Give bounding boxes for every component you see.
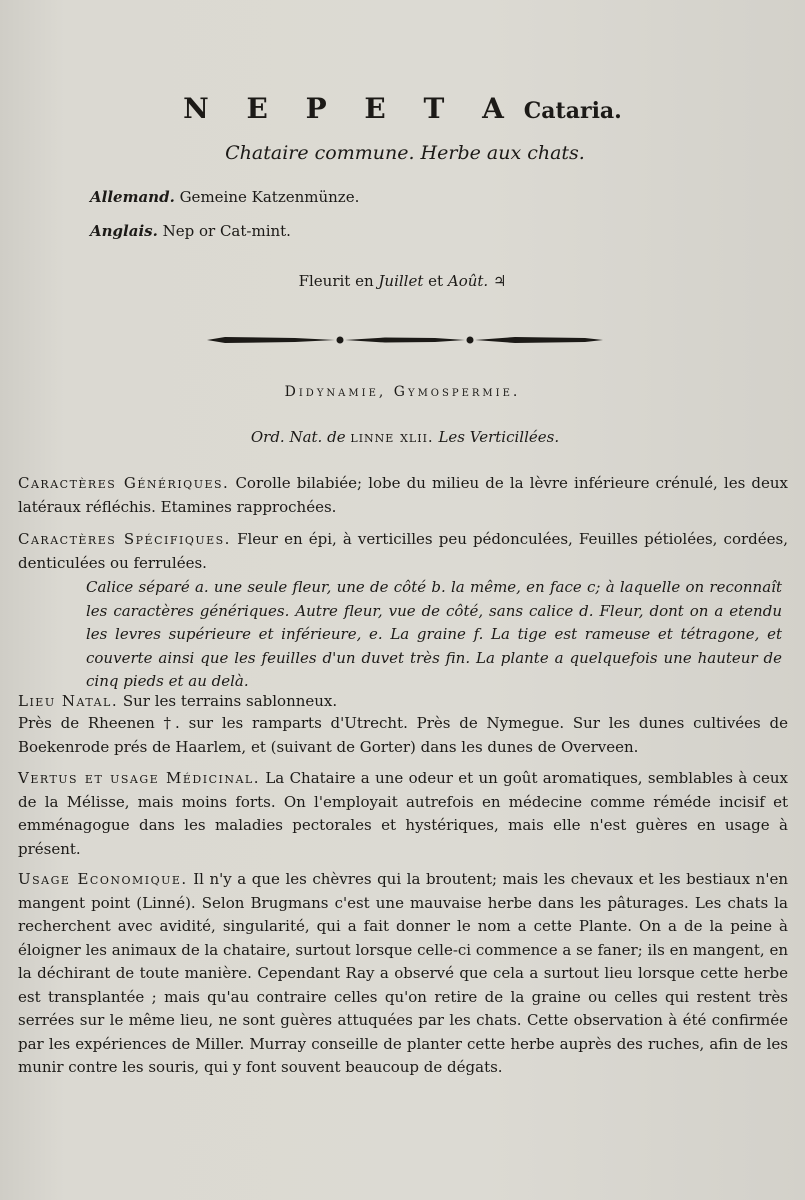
- page-title: [0, 92, 805, 125]
- vernacular-name-german: [90, 188, 359, 206]
- vernacular-name: Nep or Cat-mint.: [162, 222, 291, 240]
- section-heading: Caractères Génériques.: [18, 474, 230, 492]
- section-text: Sur les terrains sablonneux.: [122, 692, 338, 710]
- species-name: Cataria.: [523, 98, 622, 124]
- language-label: Allemand.: [90, 188, 175, 206]
- language-label: Anglais.: [90, 222, 158, 240]
- genus-name: N E P E T A: [183, 92, 518, 125]
- linnaean-class: Didynamie, Gymospermie.: [284, 384, 521, 400]
- vernacular-name: Gemeine Katzenmünze.: [179, 188, 360, 206]
- specific-characters: [18, 528, 788, 575]
- perennial-symbol: ♃: [492, 272, 507, 290]
- vernacular-name-english: [90, 222, 291, 240]
- native-habitat: [18, 690, 788, 714]
- section-text: La Chataire a une odeur et un goût aromatiques, semblables à ceux de la Mélisse, mais moins forts. On l'employait autrefois en médecine comme réméde incisif et emménagogue dans les maladies pectorales et hystériques, mais elle n'est guères en usage à présent.: [18, 769, 788, 858]
- section-heading: Lieu Natal.: [18, 692, 119, 710]
- natural-order: Ord. Nat. de linne xlii. Les Verticillées.: [250, 428, 560, 446]
- page-subtitle: Chataire commune. Herbe aux chats.: [225, 142, 585, 164]
- generic-characters: [18, 472, 788, 519]
- section-text: Il n'y a que les chèvres qui la broutent; mais les chevaux et les bestiaux n'en mangent point (Linné). Selon Brugmans c'est une mauvaise herbe dans les pâturages. Les chats la recherchent avec avidité, singularité, qui a fait donner le nom a cette Plante. On a de la peine à éloigner les animaux de la chataire, surtout lorsque celle-ci commence a se faner; ils en mangent, en la déchirant de toute manière. Cependant Ray a observé que cela a surtout lieu lorsque cette herbe est transplantée ; mais qu'au contraire celles qu'on retire de la graine ou celles qui restent très serrées sur le même lieu, ne sont guères attuquées par les chats. Cette observation à été confirmée par les expériences de Miller. Murray conseille de planter cette herbe auprès des ruches, afin de les munir contre les souris, qui y font souvent beaucoup de dégats.: [18, 870, 788, 1076]
- section-heading: Usage Economique.: [18, 870, 188, 888]
- plate-description: Calice séparé a. une seule fleur, une de côté b. la même, en face c; à laquelle on reconnaît les caractères génériques. Autre fleur, vue de côté, sans calice d. Fleur, dont on a etendu les levres supérieure et inférieure, e. La graine f. La tige est rameuse et tétragone, et couverte ainsi que les feuilles d'un duvet très fin. La plante a quelquefois une hauteur de cinq pieds et au delà.: [86, 578, 782, 690]
- section-heading: Caractères Spécifiques.: [18, 530, 231, 548]
- ornamental-rule: [205, 330, 605, 350]
- section-text: Corolle bilabiée; lobe du milieu de la lèvre inférieure crénulé, les deux latéraux réfléchis. Etamines rapprochées.: [18, 474, 788, 516]
- section-heading: Vertus et usage Médicinal.: [18, 769, 260, 787]
- section-text: Fleur en épi, à verticilles peu pédonculées, Feuilles pétiolées, cordées, denticulées ou ferrulées.: [18, 530, 788, 572]
- economic-use: [18, 868, 788, 1080]
- localities: Près de Rheenen †. sur les ramparts d'Utrecht. Près de Nymegue. Sur les dunes cultivées de Boekenrode prés de Haarlem, et (suivant de Gorter) dans les dunes de Overveen.: [18, 714, 788, 756]
- flowering-period: Fleurit en Juillet et Août. ♃: [298, 272, 507, 290]
- medicinal-use: [18, 767, 788, 861]
